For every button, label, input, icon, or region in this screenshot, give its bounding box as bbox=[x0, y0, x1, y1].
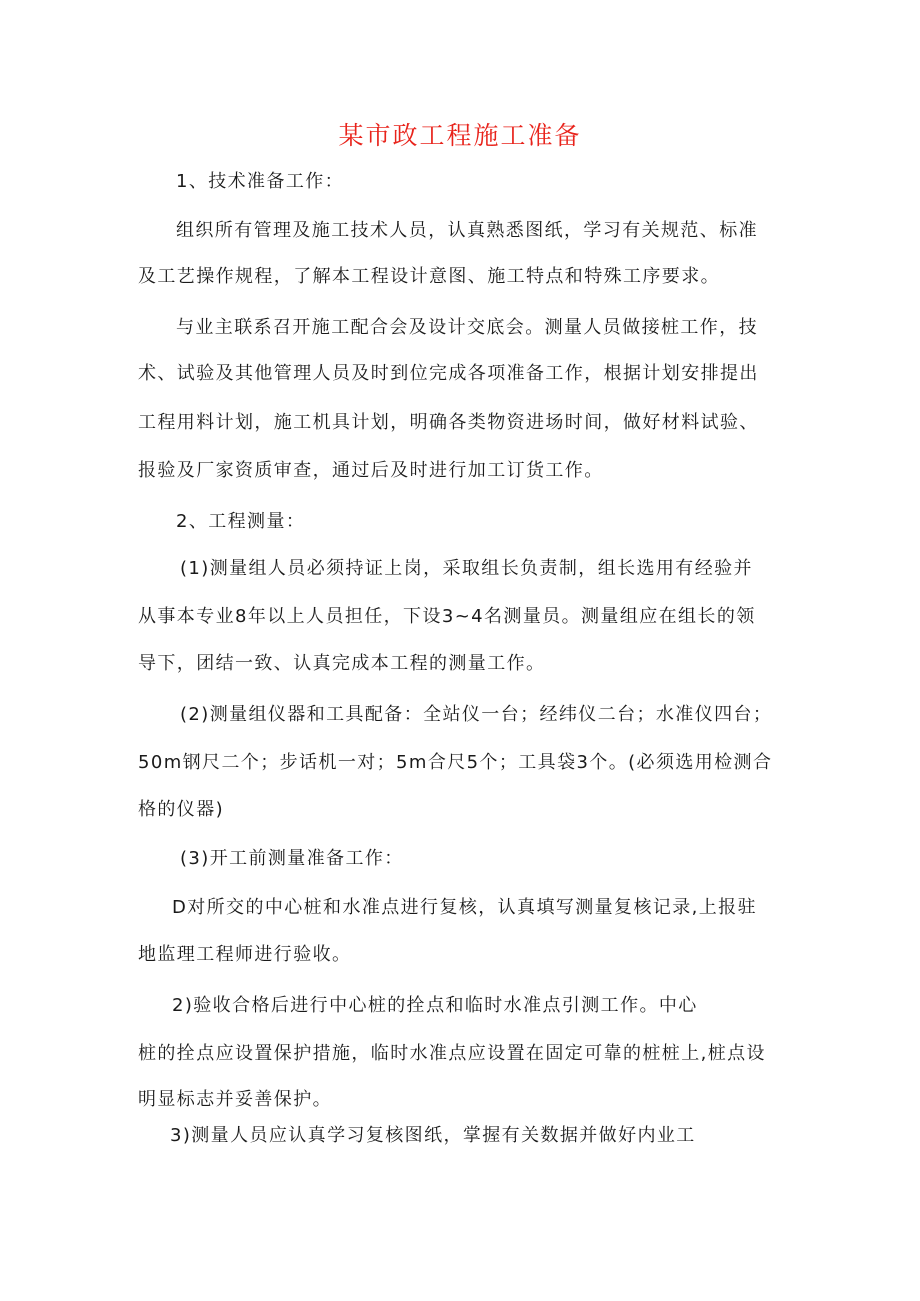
paragraph-line: 工程用料计划，施工机具计划，明确各类物资进场时间，做好材料试验、 bbox=[138, 412, 759, 433]
paragraph-line: 及工艺操作规程，了解本工程设计意图、施工特点和特殊工序要求。 bbox=[138, 266, 720, 287]
section-heading-technical-prep: 1、技术准备工作： bbox=[176, 171, 345, 192]
paragraph-line: 格的仪器) bbox=[138, 799, 225, 820]
paragraph-line: 从事本专业8年以上人员担任，下设3~4名测量员。测量组应在组长的领 bbox=[138, 606, 756, 627]
paragraph-line: (1)测量组人员必须持证上岗，采取组长负责制，组长选用有经验并 bbox=[180, 558, 753, 579]
paragraph-line: (2)测量组仪器和工具配备：全站仪一台；经纬仪二台；水准仪四台； bbox=[180, 704, 773, 725]
paragraph-line: 术、试验及其他管理人员及时到位完成各项准备工作，根据计划安排提出 bbox=[138, 363, 759, 384]
paragraph-line: 与业主联系召开施工配合会及设计交底会。测量人员做接桩工作，技 bbox=[176, 317, 758, 338]
paragraph-line: 报验及厂家资质审查，通过后及时进行加工订货工作。 bbox=[138, 460, 604, 481]
paragraph-line: 桩的拴点应设置保护措施，临时水准点应设置在固定可靠的桩桩上,桩点设 bbox=[138, 1043, 766, 1064]
paragraph-line: 明显标志并妥善保护。 bbox=[138, 1089, 332, 1110]
paragraph-line: 地监理工程师进行验收。 bbox=[138, 944, 352, 965]
paragraph-line: 组织所有管理及施工技术人员，认真熟悉图纸，学习有关规范、标准 bbox=[176, 220, 758, 241]
section-heading-survey: 2、工程测量： bbox=[176, 511, 306, 532]
document-title: 某市政工程施工准备 bbox=[338, 121, 582, 150]
paragraph-line: 3)测量人员应认真学习复核图纸，掌握有关数据并做好内业工 bbox=[170, 1125, 696, 1146]
paragraph-line: D对所交的中心桩和水准点进行复核，认真填写测量复核记录,上报驻 bbox=[172, 897, 757, 918]
paragraph-line: 2)验收合格后进行中心桩的拴点和临时水准点引测工作。中心 bbox=[172, 995, 698, 1016]
paragraph-line: 导下，团结一致、认真完成本工程的测量工作。 bbox=[138, 653, 546, 674]
paragraph-line: 50m钢尺二个；步话机一对；5m合尺5个；工具袋3个。(必须选用检测合 bbox=[138, 752, 773, 773]
subsection-heading: (3)开工前测量准备工作： bbox=[180, 848, 404, 869]
